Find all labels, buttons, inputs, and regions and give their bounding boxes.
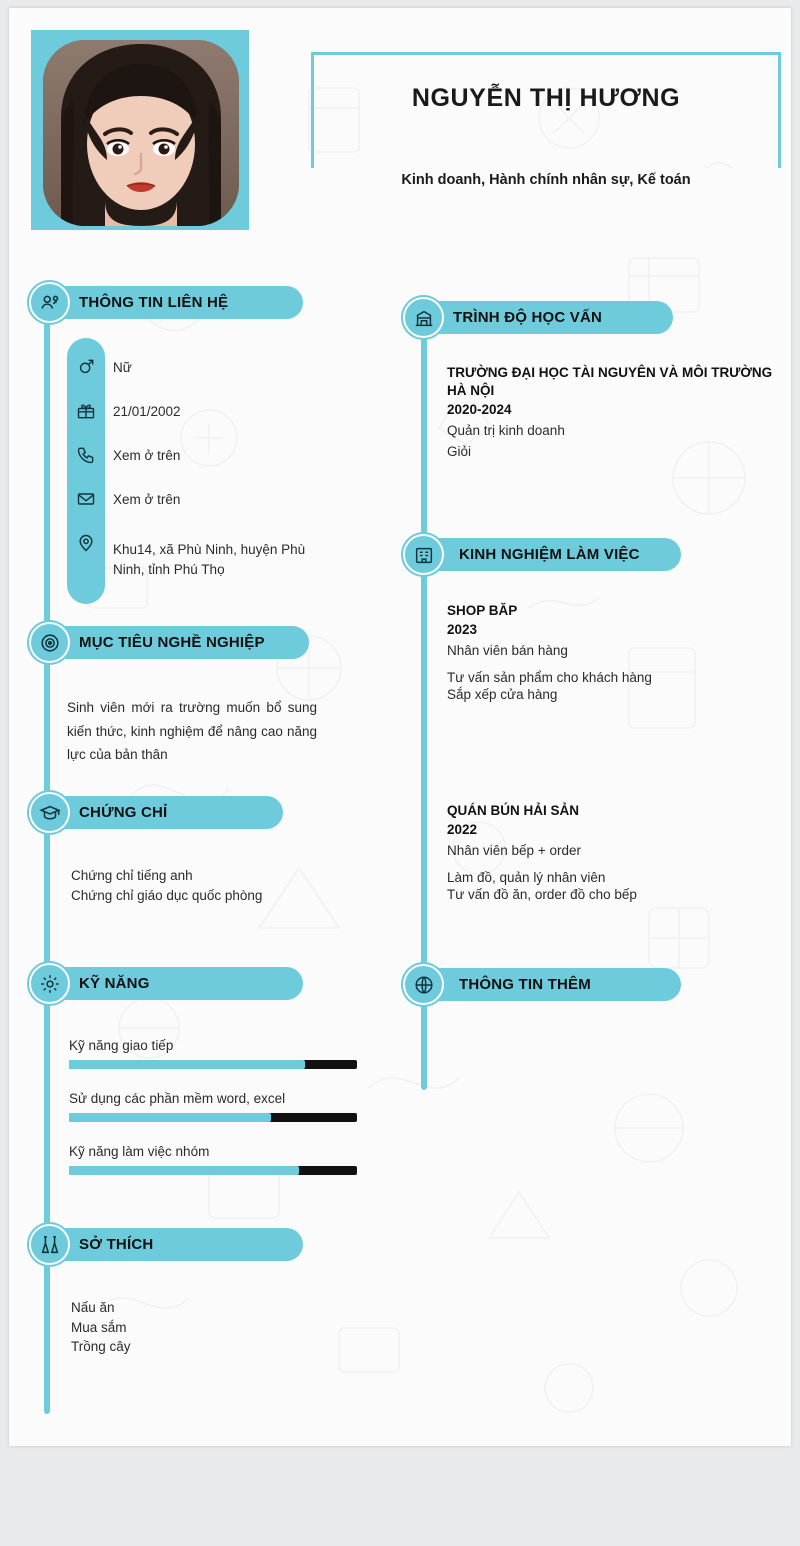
experience-duty: Sắp xếp cửa hàng xyxy=(447,687,558,703)
experience-duty: Tư vấn đồ ăn, order đồ cho bếp xyxy=(447,887,637,903)
skill-bar-fill xyxy=(69,1060,305,1069)
education-title-pill xyxy=(405,301,673,334)
phone-icon xyxy=(73,442,99,468)
more-info-title: THÔNG TIN THÊM xyxy=(459,976,591,993)
education-years: 2020-2024 xyxy=(447,402,512,418)
certificate-item: Chứng chỉ tiếng anh xyxy=(71,868,193,883)
section-experience xyxy=(405,538,681,571)
section-education xyxy=(405,301,673,334)
more-info-title-pill xyxy=(405,968,681,1001)
objective-text: Sinh viên mới ra trường muốn bổ sung kiến thức, kinh nghiệm để nâng cao năng lực của bản thân xyxy=(67,700,317,763)
hobbies-title: SỞ THÍCH xyxy=(79,1236,154,1253)
experience-company: QUÁN BÚN HẢI SẢN xyxy=(447,803,580,818)
graduation-cap-icon xyxy=(29,792,70,833)
contact-icon xyxy=(29,282,70,323)
skills-title: KỸ NĂNG xyxy=(79,975,150,992)
education-grade: Giỏi xyxy=(447,444,472,460)
section-more-info xyxy=(405,968,681,1001)
skill-row xyxy=(69,1038,357,1069)
education-school: TRƯỜNG ĐẠI HỌC TÀI NGUYÊN VÀ MÔI TRƯỜNG HÀ NỘI xyxy=(447,365,773,399)
experience-year: 2023 xyxy=(447,622,478,638)
gender-icon xyxy=(73,354,99,380)
contact-title-pill xyxy=(31,286,303,319)
skill-label: Kỹ năng làm việc nhóm xyxy=(69,1144,210,1159)
experience-title-pill xyxy=(405,538,681,571)
skill-label: Kỹ năng giao tiếp xyxy=(69,1038,174,1053)
experience-duty: Tư vấn sản phẩm cho khách hàng xyxy=(447,670,652,686)
section-contact xyxy=(31,286,303,319)
hobby-item: Mua sắm xyxy=(71,1319,127,1335)
header-subtitle: Kinh doanh, Hành chính nhân sự, Kế toán xyxy=(311,168,781,190)
info-globe-icon xyxy=(403,964,444,1005)
experience-company: SHOP BĂP xyxy=(447,603,518,618)
skill-label: Sử dụng các phần mềm word, excel xyxy=(69,1091,286,1106)
experience-role: Nhân viên bán hàng xyxy=(447,643,568,659)
hobbies-title-pill xyxy=(31,1228,303,1261)
skill-bar xyxy=(69,1060,357,1069)
skill-bar xyxy=(69,1166,357,1175)
experience-year: 2022 xyxy=(447,822,478,838)
skills-title-pill xyxy=(31,967,303,1000)
contact-value-phone: Xem ở trên xyxy=(113,448,181,463)
hobby-item: Trồng cây xyxy=(71,1339,131,1355)
briefcase-building-icon xyxy=(403,534,444,575)
name-box xyxy=(311,52,781,180)
location-icon xyxy=(73,530,99,556)
education-title: TRÌNH ĐỘ HỌC VẤN xyxy=(453,309,603,326)
skill-row xyxy=(69,1144,357,1175)
objective-title: MỤC TIÊU NGHỀ NGHIỆP xyxy=(79,634,265,651)
objective-title-pill xyxy=(31,626,309,659)
section-certificates xyxy=(31,796,283,829)
skill-bar xyxy=(69,1113,357,1122)
section-objective xyxy=(31,626,309,659)
certificates-title-pill xyxy=(31,796,283,829)
education-major: Quản trị kinh doanh xyxy=(447,423,565,439)
mail-icon xyxy=(73,486,99,512)
section-skills xyxy=(31,967,303,1000)
contact-value-gender: Nữ xyxy=(113,360,132,375)
skill-bar-fill xyxy=(69,1166,299,1175)
gear-icon xyxy=(29,963,70,1004)
hobby-icon xyxy=(29,1224,70,1265)
certificates-title: CHỨNG CHỈ xyxy=(79,804,168,821)
contact-value-birthday: 21/01/2002 xyxy=(113,404,181,419)
skill-bar-fill xyxy=(69,1113,271,1122)
hobby-item: Nấu ăn xyxy=(71,1300,115,1315)
photo-frame xyxy=(31,30,249,230)
experience-role: Nhân viên bếp + order xyxy=(447,843,581,859)
contact-value-email: Xem ở trên xyxy=(113,492,181,507)
target-icon xyxy=(29,622,70,663)
experience-duty: Làm đồ, quản lý nhân viên xyxy=(447,870,606,886)
experience-title: KINH NGHIỆM LÀM VIỆC xyxy=(459,546,640,563)
cv-document xyxy=(9,8,791,1446)
section-hobbies xyxy=(31,1228,303,1261)
contact-title: THÔNG TIN LIÊN HỆ xyxy=(79,294,229,311)
contact-value-address: Khu14, xã Phù Ninh, huyện Phù Ninh, tỉnh Phú Thọ xyxy=(113,542,306,578)
portrait-illustration xyxy=(43,40,239,226)
school-icon xyxy=(403,297,444,338)
page-title: NGUYỄN THỊ HƯƠNG xyxy=(411,84,681,112)
skill-row xyxy=(69,1091,357,1122)
avatar xyxy=(43,40,239,226)
certificate-item: Chứng chỉ giáo dục quốc phòng xyxy=(71,887,263,903)
gift-icon xyxy=(73,398,99,424)
